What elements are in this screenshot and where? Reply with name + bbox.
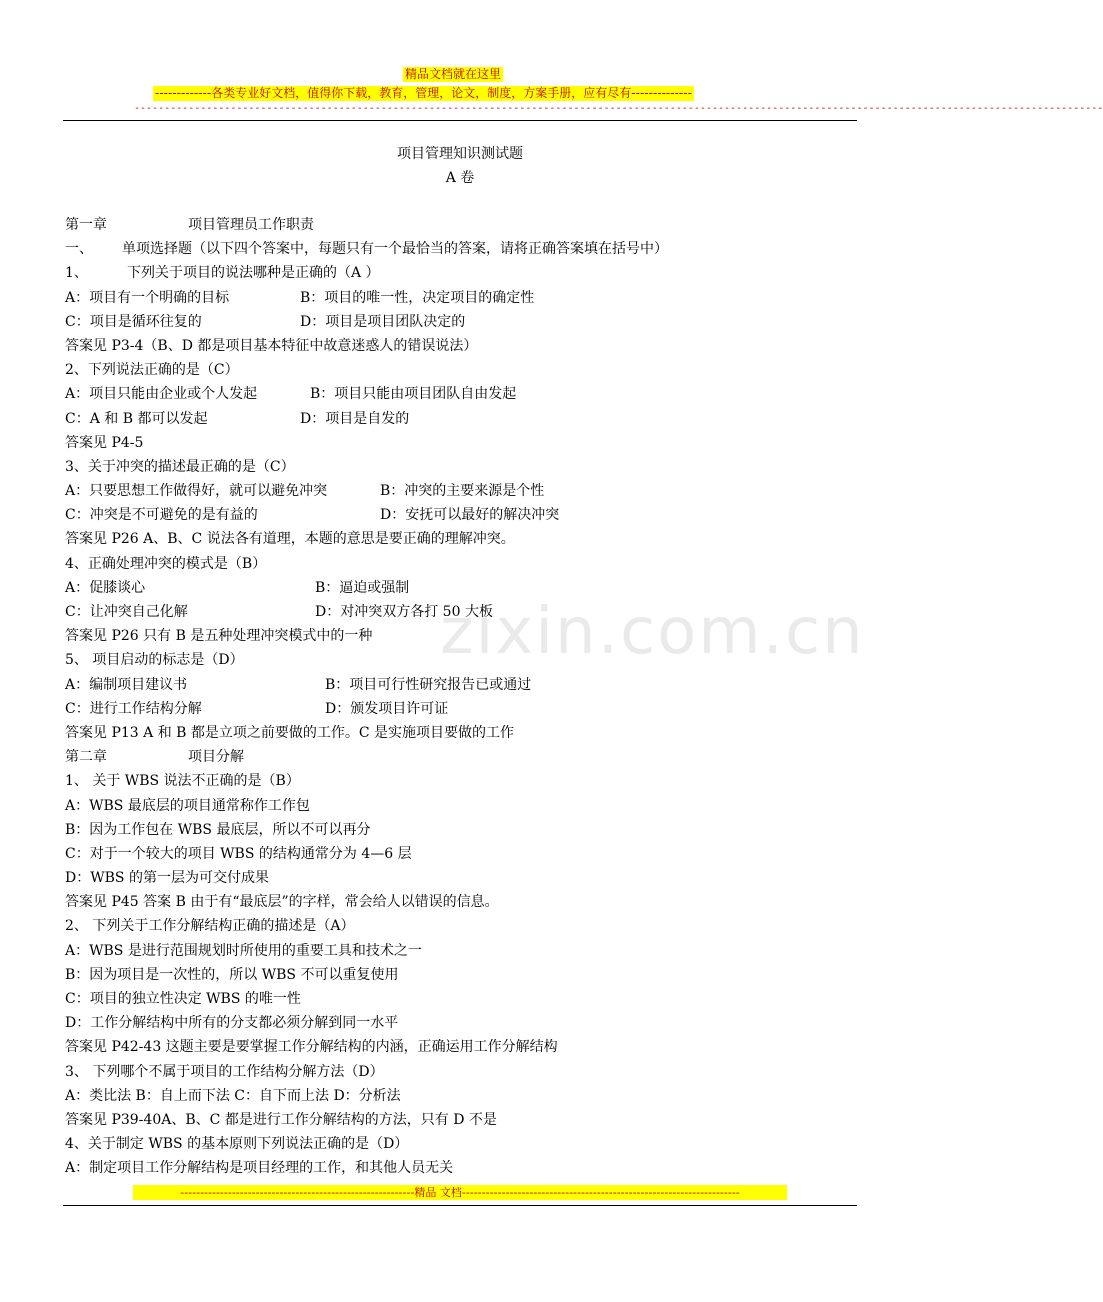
line-text-col2: 单项选择题（以下四个答案中，每题只有一个最恰当的答案，请将正确答案填在括号中） <box>122 241 668 258</box>
text-line <box>65 648 855 672</box>
line-text: 2、 下列关于工作分解结构正确的描述是（A） <box>65 918 355 935</box>
text-line <box>65 1011 855 1035</box>
line-text-col2: D：项目是项目团队决定的 <box>300 313 466 330</box>
text-line <box>65 600 855 624</box>
header-banner: -------------各类专业好文档，值得你下载，教育，管理，论文，制度，方案手册，应有尽有-------------- <box>155 86 692 100</box>
text-line <box>65 1132 855 1156</box>
header-dashed-line: ----------------------------------------------------------------------------------------------------------------------------------------------------------------- <box>134 103 1103 114</box>
line-text: C：项目的独立性决定 WBS 的唯一性 <box>65 991 301 1007</box>
text-line <box>65 939 855 963</box>
line-text: 答案见 P3-4（B、D 都是项目基本特征中故意迷惑人的错误说法） <box>65 337 478 354</box>
text-line <box>65 987 855 1011</box>
line-text-col2: B：冲突的主要来源是个性 <box>380 483 545 500</box>
line-text: 答案见 P4-5 <box>65 434 144 451</box>
line-text: D：工作分解结构中所有的分支都必须分解到同一水平 <box>65 1015 399 1032</box>
line-text: 2、下列说法正确的是（C） <box>65 362 239 379</box>
text-line <box>65 769 855 793</box>
line-text: 5、 项目启动的标志是（D） <box>65 652 244 669</box>
line-text: C：项目是循环往复的 <box>65 313 202 330</box>
text-line <box>65 721 855 745</box>
text-line <box>65 552 855 576</box>
footer-banner: -----------------------------------------------------------精品 文档---------------------------------------------------------------------- <box>133 1185 787 1200</box>
line-text: C：进行工作结构分解 <box>65 700 202 717</box>
line-text-col2: B：项目的唯一性，决定项目的确定性 <box>300 289 535 306</box>
text-line <box>65 673 855 697</box>
watermark: zixin.com.cn <box>440 595 865 669</box>
line-text: 答案见 P39-40A、B、C 都是进行工作分解结构的方法，只有 D 不是 <box>65 1111 497 1128</box>
text-line <box>65 818 855 842</box>
text-line <box>65 1156 855 1180</box>
text-line <box>65 503 855 527</box>
line-text: 答案见 P26 只有 B 是五种处理冲突模式中的一种 <box>65 628 373 645</box>
header-title: 精品文档就在这里 <box>405 67 502 81</box>
header-rule <box>63 120 857 121</box>
line-text: C：A 和 B 都可以发起 <box>65 410 208 427</box>
line-text: C：冲突是不可避免的是有益的 <box>65 507 258 524</box>
text-line <box>65 431 855 455</box>
line-text-col2: B：项目可行性研究报告已或通过 <box>325 676 532 693</box>
line-text: D：WBS 的第一层为可交付成果 <box>65 870 269 887</box>
line-text-col2: D：对冲突双方各打 50 大板 <box>315 604 493 620</box>
line-text: B：因为工作包在 WBS 最底层，所以不可以再分 <box>65 821 371 838</box>
text-line <box>65 310 855 334</box>
text-line <box>65 866 855 890</box>
text-line <box>65 1060 855 1084</box>
text-line <box>65 455 855 479</box>
line-text: A：只要思想工作做得好，就可以避免冲突 <box>65 483 328 500</box>
line-text: 一、 <box>65 241 93 258</box>
line-text-col2: B：逼迫或强制 <box>315 579 410 596</box>
line-text: 4、正确处理冲突的模式是（B） <box>65 555 267 572</box>
line-text: C：让冲突自己化解 <box>65 604 188 620</box>
line-text: A：项目只能由企业或个人发起 <box>65 386 258 403</box>
line-text: A：WBS 最底层的项目通常称作工作包 <box>65 797 310 814</box>
text-line <box>65 382 855 406</box>
document-title: 项目管理知识测试题 <box>397 146 523 162</box>
line-text: A：制定项目工作分解结构是项目经理的工作，和其他人员无关 <box>65 1160 454 1177</box>
text-line <box>65 1084 855 1108</box>
text-line <box>65 963 855 987</box>
line-text: A：类比法 B：自上而下法 C：自下而上法 D：分析法 <box>65 1087 401 1104</box>
line-text-col2: 项目分解 <box>188 749 244 766</box>
text-line <box>65 358 855 382</box>
line-text-col2: 下列关于项目的说法哪种是正确的（A ） <box>127 265 380 282</box>
text-line <box>65 624 855 648</box>
document-body <box>65 213 855 1181</box>
text-line <box>65 842 855 866</box>
document-subtitle: A 卷 <box>445 170 475 186</box>
line-text-col2: D：安抚可以最好的解决冲突 <box>380 507 560 524</box>
text-line <box>65 697 855 721</box>
line-text: 1、 关于 WBS 说法不正确的是（B） <box>65 773 300 790</box>
line-text: A：编制项目建议书 <box>65 676 188 693</box>
text-line <box>65 407 855 431</box>
text-line <box>65 1035 855 1059</box>
line-text-col2: 项目管理员工作职责 <box>188 217 314 233</box>
line-text: 答案见 P45 答案 B 由于有“最底层”的字样，常会给人以错误的信息。 <box>65 894 499 911</box>
text-line <box>65 794 855 818</box>
line-text: 1、 <box>65 265 88 282</box>
line-text: C：对于一个较大的项目 WBS 的结构通常分为 4—6 层 <box>65 845 412 862</box>
text-line <box>65 213 855 237</box>
text-line <box>65 527 855 551</box>
text-line <box>65 479 855 503</box>
line-text: 3、 下列哪个不属于项目的工作结构分解方法（D） <box>65 1063 384 1080</box>
text-line <box>65 261 855 285</box>
line-text: 4、关于制定 WBS 的基本原则下列说法正确的是（D） <box>65 1136 409 1153</box>
text-line <box>65 286 855 310</box>
line-text-col2: D：颁发项目许可证 <box>325 700 449 717</box>
line-text: 第一章 <box>65 217 107 233</box>
text-line <box>65 914 855 938</box>
text-line <box>65 334 855 358</box>
line-text-col2: D：项目是自发的 <box>300 410 410 427</box>
text-line <box>65 237 855 261</box>
text-line <box>65 890 855 914</box>
text-line <box>65 1108 855 1132</box>
text-line <box>65 576 855 600</box>
line-text: 答案见 P13 A 和 B 都是立项之前要做的工作。C 是实施项目要做的工作 <box>65 724 515 741</box>
line-text: B：因为项目是一次性的，所以 WBS 不可以重复使用 <box>65 966 399 983</box>
text-line <box>65 745 855 769</box>
line-text: A：WBS 是进行范围规划时所使用的重要工具和技术之一 <box>65 942 422 959</box>
line-text: 答案见 P42-43 这题主要是要掌握工作分解结构的内涵，正确运用工作分解结构 <box>65 1039 558 1056</box>
line-text: 第二章 <box>65 749 107 766</box>
line-text: 答案见 P26 A、B、C 说法各有道理，本题的意思是要正确的理解冲突。 <box>65 531 515 548</box>
line-text: 3、关于冲突的描述最正确的是（C） <box>65 458 295 475</box>
line-text: A：项目有一个明确的目标 <box>65 289 230 306</box>
line-text-col2: B：项目只能由项目团队自由发起 <box>310 386 517 403</box>
footer-rule <box>63 1205 857 1206</box>
line-text: A：促膝谈心 <box>65 579 146 596</box>
